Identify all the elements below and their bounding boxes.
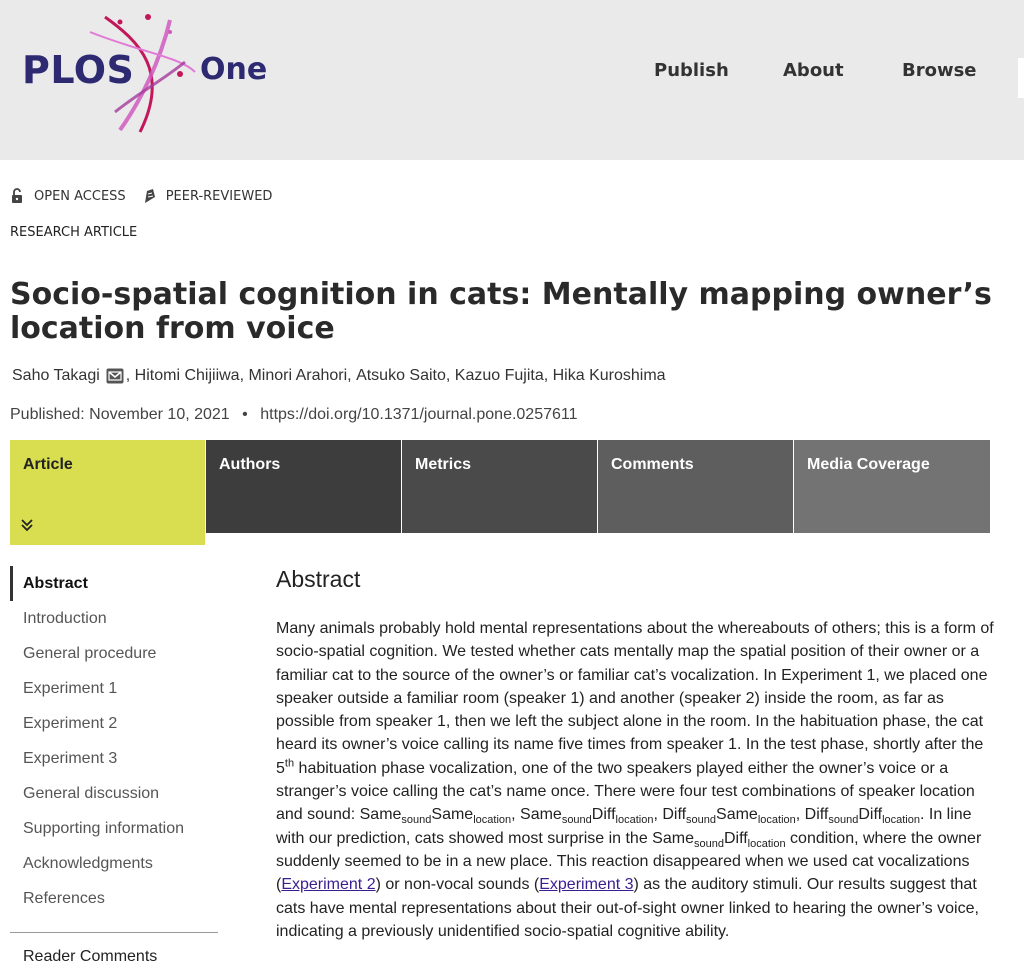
article-title: Socio-spatial cognition in cats: Mentally mapping owner’s location from voice: [10, 277, 992, 346]
toc-item-experiment-2[interactable]: Experiment 2: [23, 715, 118, 732]
article-badges: [10, 188, 272, 204]
tab-metrics[interactable]: Metrics: [402, 440, 597, 533]
published-date: Published: November 10, 2021: [10, 406, 230, 423]
abstract-heading: Abstract: [276, 566, 361, 592]
author-name[interactable]: Minori Arahori: [248, 367, 348, 384]
toc-item-abstract[interactable]: Abstract: [10, 566, 218, 601]
toc-item-references[interactable]: References: [23, 890, 105, 907]
toc-item-general-procedure[interactable]: General procedure: [23, 645, 157, 662]
peer-reviewed-icon: [142, 188, 158, 204]
site-header: [0, 0, 1024, 160]
tab-media-coverage[interactable]: Media Coverage: [794, 440, 990, 533]
double-chevron-down-icon[interactable]: [20, 518, 34, 532]
separator-dot: •: [242, 406, 248, 423]
logo-one-text[interactable]: One: [200, 52, 268, 87]
nav-about[interactable]: About: [783, 60, 844, 81]
toc-item-acknowledgments[interactable]: Acknowledgments: [23, 855, 153, 872]
toc-divider: [10, 932, 218, 933]
nav-publish[interactable]: Publish: [654, 60, 729, 81]
open-access-label: OPEN ACCESS: [34, 188, 126, 204]
experiment-2-link[interactable]: Experiment 2: [281, 876, 376, 894]
table-of-contents: [10, 566, 218, 916]
doi-link[interactable]: https://doi.org/10.1371/journal.pone.0257611: [260, 406, 578, 423]
toc-item-introduction[interactable]: Introduction: [23, 610, 107, 627]
nav-browse[interactable]: Browse: [902, 60, 977, 81]
article-type: RESEARCH ARTICLE: [10, 225, 138, 240]
tab-comments[interactable]: Comments: [598, 440, 793, 533]
peer-reviewed-label: PEER-REVIEWED: [165, 188, 273, 204]
open-lock-icon: [10, 188, 26, 204]
logo-plos-text[interactable]: PLOS: [22, 48, 135, 92]
tab-article-label: Article: [23, 456, 73, 473]
tab-authors[interactable]: Authors: [206, 440, 401, 533]
reader-comments-link[interactable]: Reader Comments: [23, 948, 158, 965]
author-list: Saho Takagi , Hitomi Chijiiwa , Minori Arahori , Atsuko Saito , Kazuo Fujita , Hika Kuroshima: [12, 367, 666, 384]
author-name[interactable]: Hitomi Chijiiwa: [134, 367, 240, 384]
email-icon[interactable]: [106, 368, 124, 384]
search-box-edge[interactable]: [1018, 58, 1024, 98]
toc-item-supporting-information[interactable]: Supporting information: [23, 820, 184, 837]
author-name[interactable]: Kazuo Fujita: [454, 367, 544, 384]
abstract-text: Many animals probably hold mental representations about the whereabouts of others; this is a form of socio-spatial cognition. We tested whether cats mentally map the spatial position of their owner or a familiar cat to the source of the owner’s or familiar cat’s vocalization. In Experiment 1, we placed one speaker outside a familiar room (speaker 1) and another (speaker 2) inside the room, as far as possible from speaker 1, then we left the subject alone in the room. In the habituation phase, the cat heard its owner’s voice calling its name five times from speaker 1. In the test phase, shortly after the 5th habituation phase vocalization, one of the two speakers played either the owner’s voice or a stranger’s voice calling the cat’s name once. There were four test combinations of speaker location and sound: Same$_{sound}$Same$_{location}$, Same$_{sound}$Diff$_{location}$, Diff$_{sound}$Same$_{location}$, Diff$_{sound}$Diff$_{location}$. In line with our prediction, cats showed most surprise in the Same$_{sound}$Diff$_{location}$ condition, where the owner suddenly seemed to be in a new place. This reaction disappeared when we used cat vocalizations (Experiment 2) or non-vocal sounds (Experiment 3) as the auditory stimuli. Our results suggest that cats have mental representations about their out-of-sight owner linked to hearing the owner’s voice, indicating a previously unidentified socio-spatial cognitive ability.: [276, 620, 994, 940]
toc-item-general-discussion[interactable]: General discussion: [23, 785, 160, 802]
experiment-3-link[interactable]: Experiment 3: [539, 876, 634, 894]
toc-item-experiment-3[interactable]: Experiment 3: [23, 750, 118, 767]
author-name[interactable]: Hika Kuroshima: [552, 367, 666, 384]
tab-article[interactable]: [10, 440, 205, 545]
author-name[interactable]: Saho Takagi: [12, 367, 100, 384]
toc-item-experiment-1[interactable]: Experiment 1: [23, 680, 118, 697]
publication-info: [10, 406, 578, 424]
author-name[interactable]: Atsuko Saito: [356, 367, 446, 384]
